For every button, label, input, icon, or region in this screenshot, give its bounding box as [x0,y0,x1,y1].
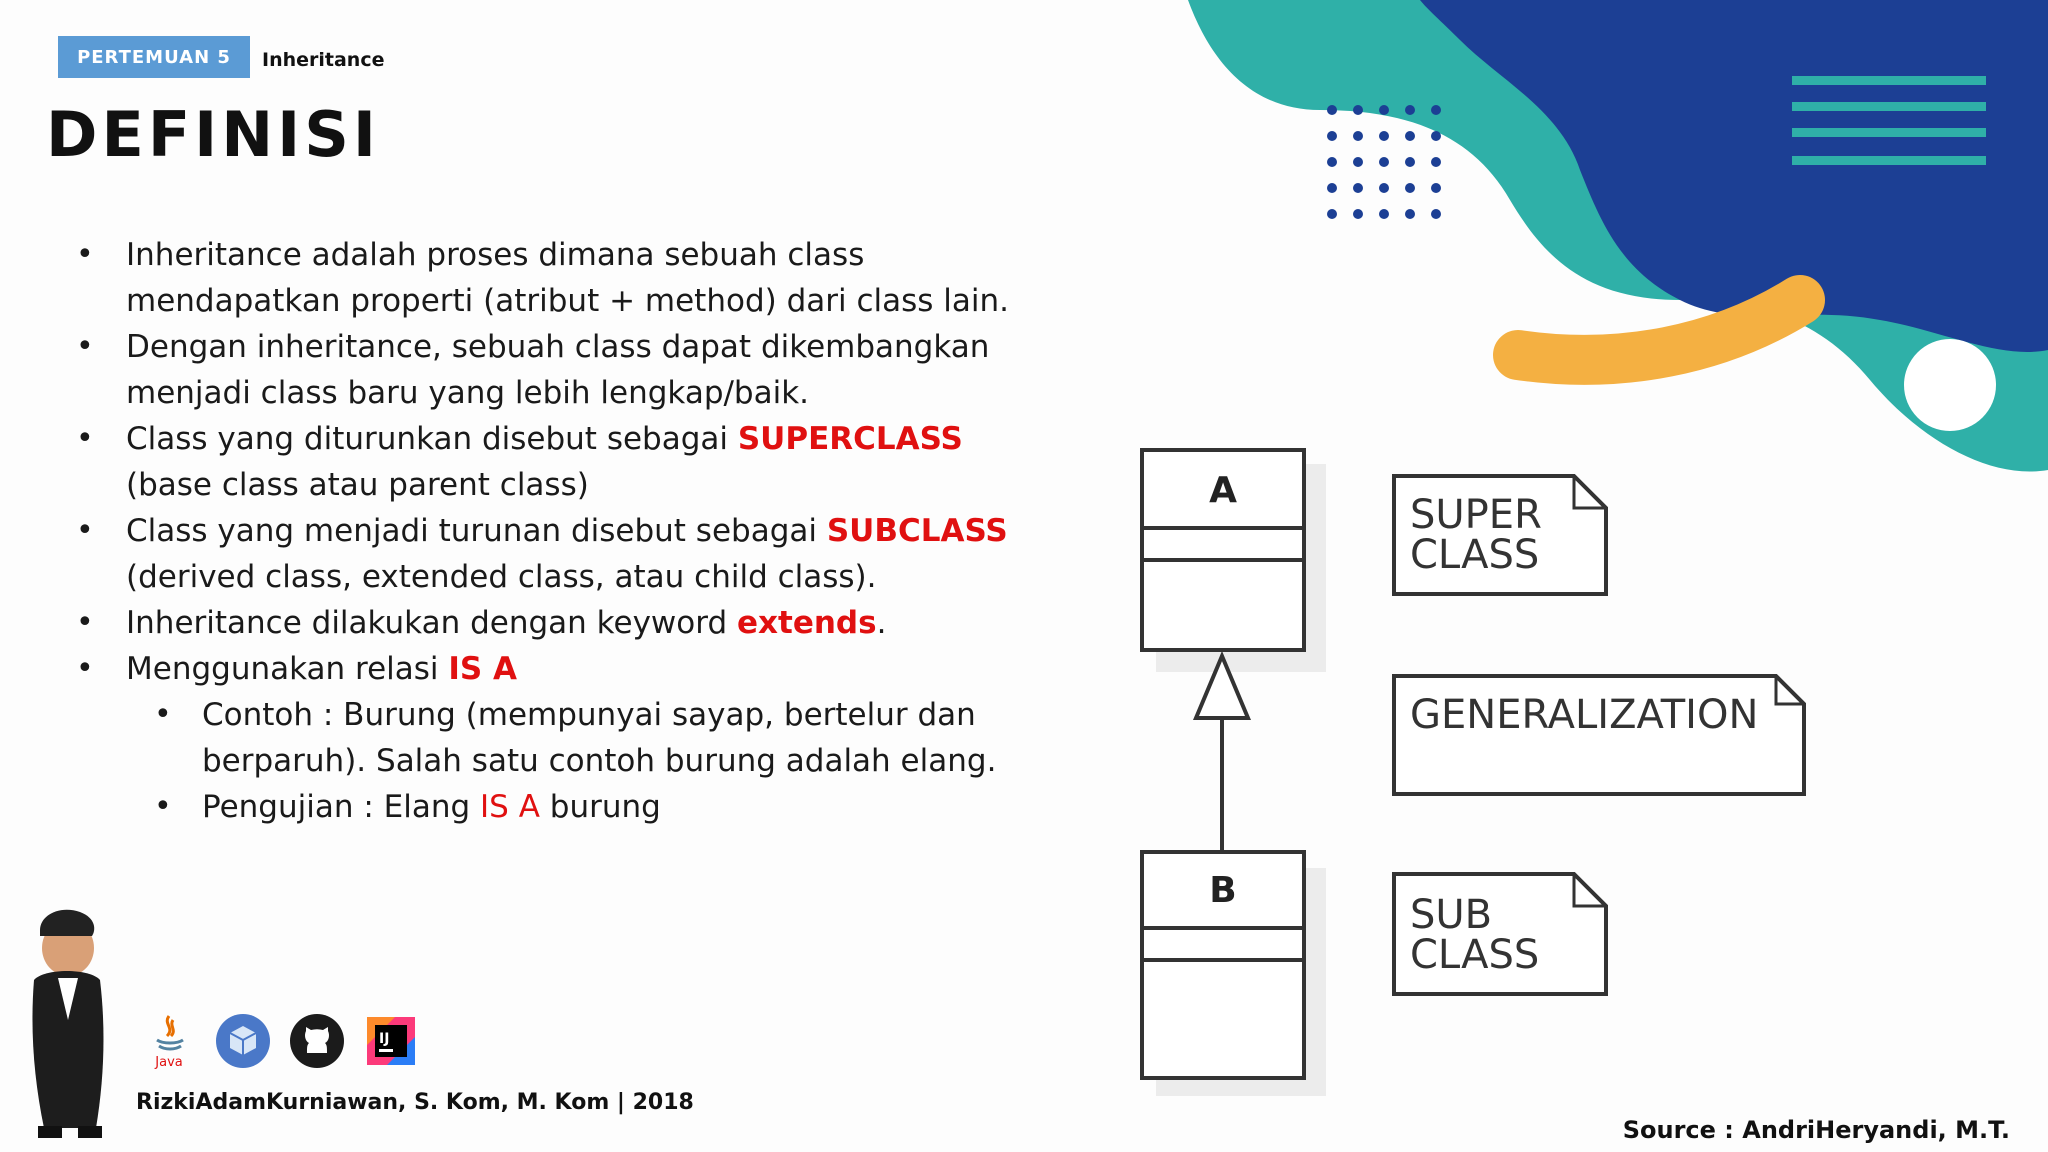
class-a-name: A [1209,470,1237,511]
java-icon [140,1012,198,1070]
svg-text:CLASS: CLASS [1410,532,1540,578]
highlight-subclass: SUBCLASS [826,513,1008,549]
sub-list-item: • Contoh : Burung (mempunyai sayap, bertelur dan berparuh). Salah satu contoh burung adalah elang. [74,692,1014,784]
svg-text:CLASS: CLASS [1410,932,1540,978]
topic-label: Inheritance [262,49,385,71]
virtualbox-icon [214,1012,272,1070]
list-item: • Inheritance dilakukan dengan keyword extends. [74,600,1014,646]
intellij-icon [362,1012,420,1070]
author-credit: RizkiAdamKurniawan, S. Kom, M. Kom | 2018 [136,1090,694,1115]
highlight-superclass: SUPERCLASS [737,421,963,457]
highlight-extends: extends [736,605,877,641]
source-credit: Source : AndriHeryandi, M.T. [1622,1116,2010,1144]
list-item: • Class yang menjadi turunan disebut sebagai SUBCLASS (derived class, extended class, atau child class). [74,508,1014,600]
list-item: • Dengan inheritance, sebuah class dapat dikembangkan menjadi class baru yang lebih lengkap/baik. [74,324,1014,416]
svg-text:IJ: IJ [379,1031,390,1047]
svg-text:SUPER: SUPER [1410,492,1542,538]
highlight-is-a-test: IS A [480,789,540,825]
tech-logos [140,1012,420,1070]
highlight-is-a: IS A [448,651,518,687]
svg-text:Java: Java [155,1055,183,1070]
list-item: • Menggunakan relasi IS A [74,646,1014,692]
list-item: • Inheritance adalah proses dimana sebuah class mendapatkan properti (atribut + method) dari class lain. [74,232,1014,324]
sub-list-item: • Pengujian : Elang IS A burung [74,784,1014,830]
class-b-name: B [1209,870,1237,911]
svg-text:GENERALIZATION: GENERALIZATION [1410,692,1759,738]
list-item: • Class yang diturunkan disebut sebagai SUPERCLASS (base class atau parent class) [74,416,1014,508]
svg-text:SUB: SUB [1410,892,1493,938]
meeting-badge: PERTEMUAN 5 [58,36,250,78]
github-icon [288,1012,346,1070]
slide-title: DEFINISI [46,98,380,171]
